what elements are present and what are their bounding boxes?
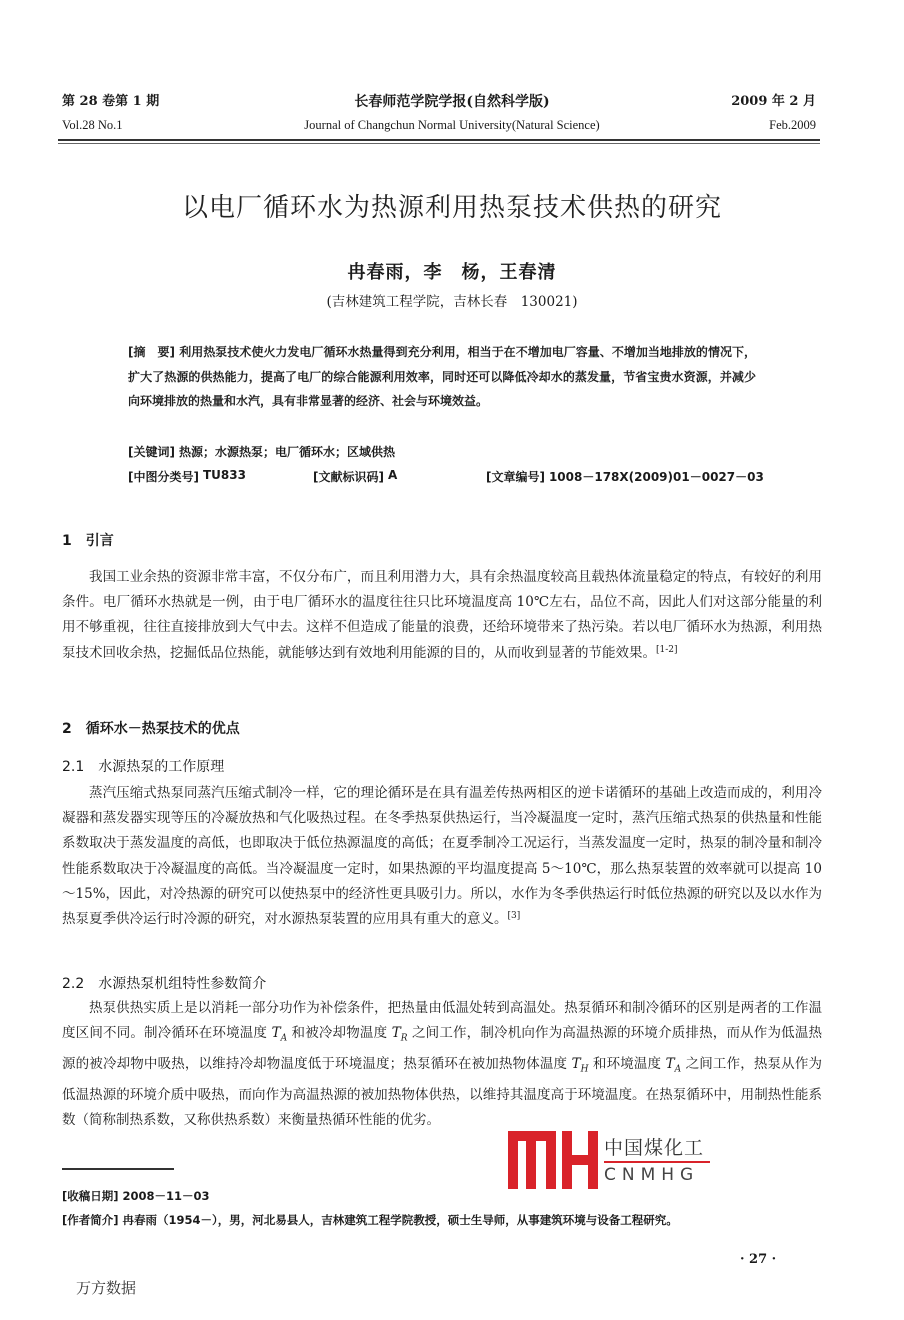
section-heading-2: 2 循环水－热泵技术的优点	[62, 721, 240, 737]
header-volume-cn: 第 28 卷第 1 期	[62, 94, 160, 109]
text-part: 和环境温度	[588, 1056, 666, 1073]
logo-divider	[604, 1161, 710, 1163]
symbol-t: T	[571, 1056, 581, 1073]
symbol-t: T	[391, 1025, 401, 1042]
abstract-label: [摘 要]	[128, 345, 176, 359]
received-date: 2008－11－03	[122, 1189, 210, 1203]
logo-cn-text: 中国煤化工	[604, 1137, 705, 1159]
section-1-text: 我国工业余热的资源非常丰富，不仅分布广，而且利用潜力大，具有余热温度较高且载热体流量稳定的特点，有较好的利用条件。电厂循环水热就是一例，由于电厂循环水的温度往往只比环境温度高 10℃左右，品位不高，因此人们对这部分能量的利用不够重视，往往直接排放到大气中去。这样不但造成了能量的浪费，还给环境带来了热污染。若以电厂循环水为热源，利用热泵技术回收余热，挖掘低品位热能，就能够达到有效地利用能源的目的，从而收到显著的节能效果。	[62, 569, 822, 661]
article-authors: 冉春雨，李 杨，王春清	[347, 262, 557, 283]
mh-logo-icon	[508, 1131, 600, 1189]
doc-code-value: A	[387, 468, 398, 482]
keywords-label: [关键词]	[128, 445, 175, 459]
citation-1-2: [1-2]	[656, 644, 678, 655]
header-date-cn: 2009 年 2 月	[731, 94, 816, 109]
section-1-paragraph	[62, 565, 822, 666]
subscript: A	[280, 1033, 288, 1044]
section-2-1-paragraph	[62, 781, 822, 932]
author-bio: 冉春雨（1954－），男，河北易县人，吉林建筑工程学院教授，硕士生导师，从事建筑环境与设备工程研究。	[122, 1213, 678, 1227]
header-journal-cn: 长春师范学院学报(自然科学版)	[354, 94, 550, 110]
header-rule-thin	[58, 143, 820, 144]
text-part: 热泵供热实质上是以消耗一部分功作为补偿条件，把热量由低温处转到高温处。热泵循环和制冷循环的区别是两者的工作温度区间不同。制冷循环在环境温度	[62, 1000, 822, 1042]
section-heading-2-2: 2.2 水源热泵机组特性参数简介	[62, 976, 267, 992]
abstract-text: 利用热泵技术使火力发电厂循环水热量得到充分利用，相当于在不增加电厂容量、不增加当地排放的情况下，扩大了热源的供热能力，提高了电厂的综合能源利用效率，同时还可以降低冷却水的蒸发量，节省宝贵水资源，并减少向环境排放的热量和水汽，具有非常显著的经济、社会与环境效益。	[128, 345, 756, 408]
section-heading-2-1: 2.1 水源热泵的工作原理	[62, 759, 225, 775]
keywords-row	[128, 443, 768, 460]
cnmhg-logo	[508, 1131, 718, 1189]
article-affiliation: (吉林建筑工程学院，吉林长春 130021)	[326, 294, 578, 310]
footnote-rule	[62, 1168, 174, 1170]
subscript: H	[580, 1064, 589, 1075]
section-2-1-text: 蒸汽压缩式热泵同蒸汽压缩式制冷一样，它的理论循环是在具有温差传热两相区的逆卡诺循环的基础上改造而成的，利用冷凝器和蒸发器实现等压的冷凝放热和气化吸热过程。在冬季热泵供热运行，当冷凝温度一定时，蒸汽压缩式热泵的供热量和性能系数取决于蒸发温度的高低，也即取决于低位热源温度的高低；在夏季制冷工况运行，当蒸发温度一定时，热泵的制冷量和制冷性能系数取决于冷凝温度的高低。当冷凝温度一定时，如果热源的平均温度提高 5～10℃，那么热泵装置的效率就可以提高 10～15%，因此，对冷热源的研究可以使热泵中的经济性更具吸引力。所以，水作为冬季供热运行时低位热源的研究以及以水作为热泵夏季供冷运行时冷源的研究，对水源热泵装置的应用具有重大的意义。	[62, 785, 822, 928]
header-volume-en: Vol.28 No.1	[62, 118, 123, 132]
doc-code-label: [文献标识码]	[312, 470, 384, 484]
received-label: [收稿日期]	[62, 1189, 119, 1203]
classification-row	[128, 468, 768, 485]
text-part: 之间工作，热泵从作为低温热源的环境介质中吸热，而向作为高温热源的被加热物体供热，以维持其温度高于环境温度。在热泵循环中，用制热性能系数（简称制热系数，又称供热系数）来衡量热循环性能的优劣。	[62, 1056, 822, 1129]
text-part: 之间工作，制冷机向作为高温热源的环境介质排热，而从作为低温热源的被冷却物中吸热，以维持冷却物温度低于环境温度；热泵循环在被加热物体温度	[62, 1025, 822, 1073]
article-id-label: [文章编号]	[485, 470, 545, 484]
article-title: 以电厂循环水为热源利用热泵技术供热的研究	[181, 193, 722, 223]
section-heading-1: 1 引言	[62, 533, 114, 549]
symbol-t: T	[665, 1056, 675, 1073]
subscript: A	[674, 1064, 682, 1075]
clc-value: TU833	[202, 468, 246, 482]
header-journal-en: Journal of Changchun Normal University(Natural Science)	[304, 118, 600, 132]
source-watermark: 万方数据	[76, 1279, 137, 1297]
text-part: 和被冷却物温度	[287, 1025, 392, 1042]
symbol-t: T	[271, 1025, 281, 1042]
footnote-author	[62, 1212, 678, 1228]
section-2-2-paragraph	[62, 996, 822, 1133]
clc-label: [中图分类号]	[128, 470, 199, 484]
abstract	[128, 340, 756, 414]
logo-en-text: CNMHG	[604, 1165, 700, 1185]
subscript: R	[400, 1033, 408, 1044]
article-id-value: 1008－178X(2009)01－0027－03	[548, 470, 764, 484]
page-number: · 27 ·	[740, 1252, 777, 1267]
keywords-value: 热源；水源热泵；电厂循环水；区域供热	[178, 445, 395, 459]
footnote-received	[62, 1188, 210, 1204]
author-bio-label: [作者简介]	[62, 1213, 119, 1227]
header-date-en: Feb.2009	[769, 118, 816, 132]
citation-3: [3]	[507, 911, 521, 922]
header-rule-thick	[58, 139, 820, 141]
